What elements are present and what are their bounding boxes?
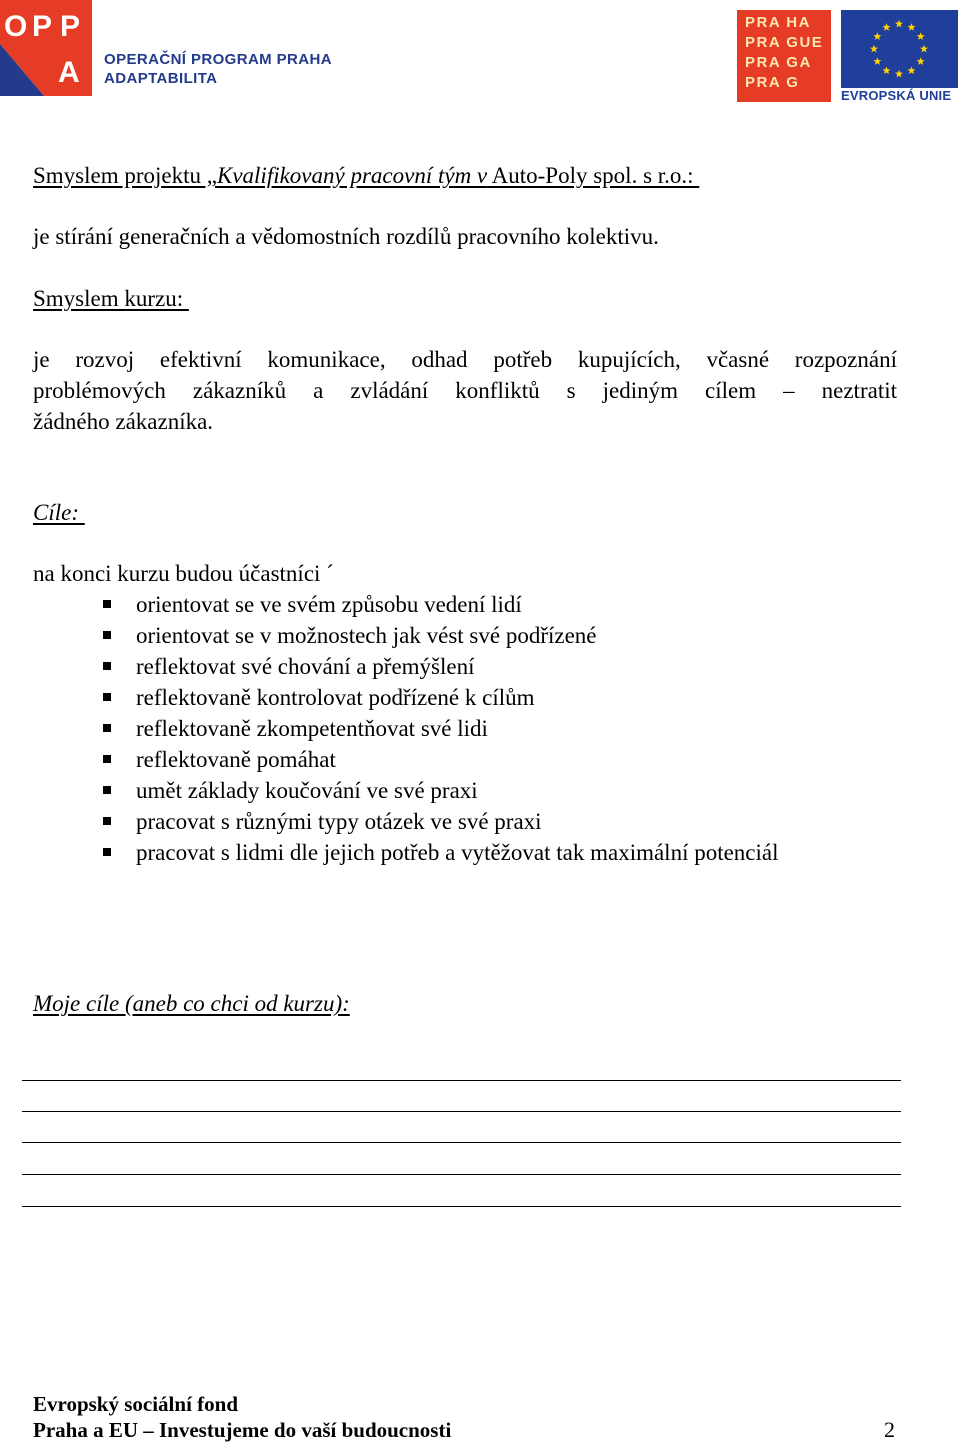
praha-logo-row: PRA HA — [745, 14, 811, 31]
goal-item — [136, 682, 779, 713]
eu-star-icon — [908, 23, 916, 31]
project-heading-suffix: Auto-Poly spol. s r.o.: — [487, 163, 700, 188]
eu-star-icon — [920, 45, 928, 53]
goal-item-text: orientovat se v možnostech jak vést své podřízené — [136, 623, 597, 648]
square-bullet-icon — [103, 631, 111, 639]
goal-item-text: umět základy koučování ve své praxi — [136, 778, 478, 803]
goal-item — [136, 620, 779, 651]
goal-item-text: pracovat s lidmi dle jejich potřeb a vytěžovat tak maximální potenciál — [136, 840, 779, 865]
praha-logo-row: PRA G — [745, 74, 800, 91]
goal-item-text: reflektovaně kontrolovat podřízené k cílům — [136, 685, 535, 710]
goal-item-text: orientovat se ve svém způsobu vedení lidí — [136, 592, 522, 617]
oppa-letter-a: A — [58, 56, 80, 89]
goal-item — [136, 837, 779, 868]
my-goals-heading: Moje cíle (aneb co chci od kurzu): — [33, 991, 350, 1016]
square-bullet-icon — [103, 786, 111, 794]
goal-item-text: reflektovaně zkompetentňovat své lidi — [136, 716, 488, 741]
blank-answer-line[interactable] — [22, 1174, 901, 1175]
oppa-logo-line1: OPERAČNÍ PROGRAM PRAHA — [104, 51, 332, 68]
blank-answer-line[interactable] — [22, 1111, 901, 1112]
project-heading-italic: Kvalifikovaný pracovní tým v — [216, 163, 488, 188]
goal-item-text: pracovat s různými typy otázek ve své praxi — [136, 809, 542, 834]
oppa-logo-text — [104, 50, 332, 88]
eu-logo — [841, 10, 958, 102]
praha-logo-row: PRA GUE — [745, 34, 824, 51]
square-bullet-icon — [103, 848, 111, 856]
eu-star-icon — [883, 66, 891, 74]
oppa-logo-line2: ADAPTABILITA — [104, 70, 218, 87]
eu-star-icon — [883, 23, 891, 31]
project-heading — [33, 160, 699, 191]
course-description-line: problémových zákazníků a zvládání konfliktů s jediným cílem – neztratit — [33, 378, 897, 403]
footer-line2: Praha a EU – Investujeme do vaší budoucnosti — [33, 1418, 452, 1442]
goal-item — [136, 713, 779, 744]
footer-line1: Evropský sociální fond — [33, 1392, 239, 1416]
eu-star-icon — [917, 57, 925, 65]
eu-star-icon — [908, 66, 916, 74]
goal-item — [136, 651, 779, 682]
course-heading: Smyslem kurzu: — [33, 286, 189, 311]
blank-answer-line[interactable] — [22, 1080, 901, 1081]
oppa-logo-mark — [0, 0, 92, 96]
blank-answer-line[interactable] — [22, 1206, 901, 1207]
page-number: 2 — [884, 1417, 895, 1442]
eu-star-icon — [873, 32, 881, 40]
goal-item — [136, 744, 779, 775]
goals-list — [136, 589, 779, 868]
eu-logo-label: EVROPSKÁ UNIE — [841, 88, 952, 103]
goal-item — [136, 775, 779, 806]
eu-star-icon — [895, 70, 903, 78]
goal-item — [136, 589, 779, 620]
eu-star-icon — [873, 57, 881, 65]
oppa-letter-p2: P — [60, 10, 81, 43]
goal-item-text: reflektovat své chování a přemýšlení — [136, 654, 475, 679]
blank-answer-line[interactable] — [22, 1142, 901, 1143]
goals-heading: Cíle: — [33, 500, 85, 525]
square-bullet-icon — [103, 662, 111, 670]
course-description-line: žádného zákazníka. — [33, 409, 214, 434]
praha-logo — [737, 10, 831, 102]
eu-star-icon — [870, 45, 878, 53]
oppa-letter-o: O — [4, 10, 28, 43]
square-bullet-icon — [103, 724, 111, 732]
eu-star-icon — [895, 20, 903, 28]
goal-item-text: reflektovaně pomáhat — [136, 747, 336, 772]
eu-flag-icon — [841, 10, 958, 88]
course-description — [33, 344, 897, 437]
project-heading-prefix: Smyslem projektu „ — [33, 163, 217, 188]
oppa-logo — [0, 0, 92, 96]
square-bullet-icon — [103, 755, 111, 763]
praha-logo-row: PRA GA — [745, 54, 812, 71]
square-bullet-icon — [103, 600, 111, 608]
project-description: je stírání generačních a vědomostních rozdílů pracovního kolektivu. — [33, 224, 659, 249]
square-bullet-icon — [103, 817, 111, 825]
square-bullet-icon — [103, 693, 111, 701]
eu-stars-icon — [841, 10, 958, 88]
course-description-line: je rozvoj efektivní komunikace, odhad potřeb kupujících, včasné rozpoznání — [33, 347, 897, 372]
goal-item — [136, 806, 779, 837]
goals-intro: na konci kurzu budou účastníci ´ — [33, 561, 334, 586]
oppa-letter-p1: P — [32, 10, 53, 43]
eu-star-icon — [917, 32, 925, 40]
